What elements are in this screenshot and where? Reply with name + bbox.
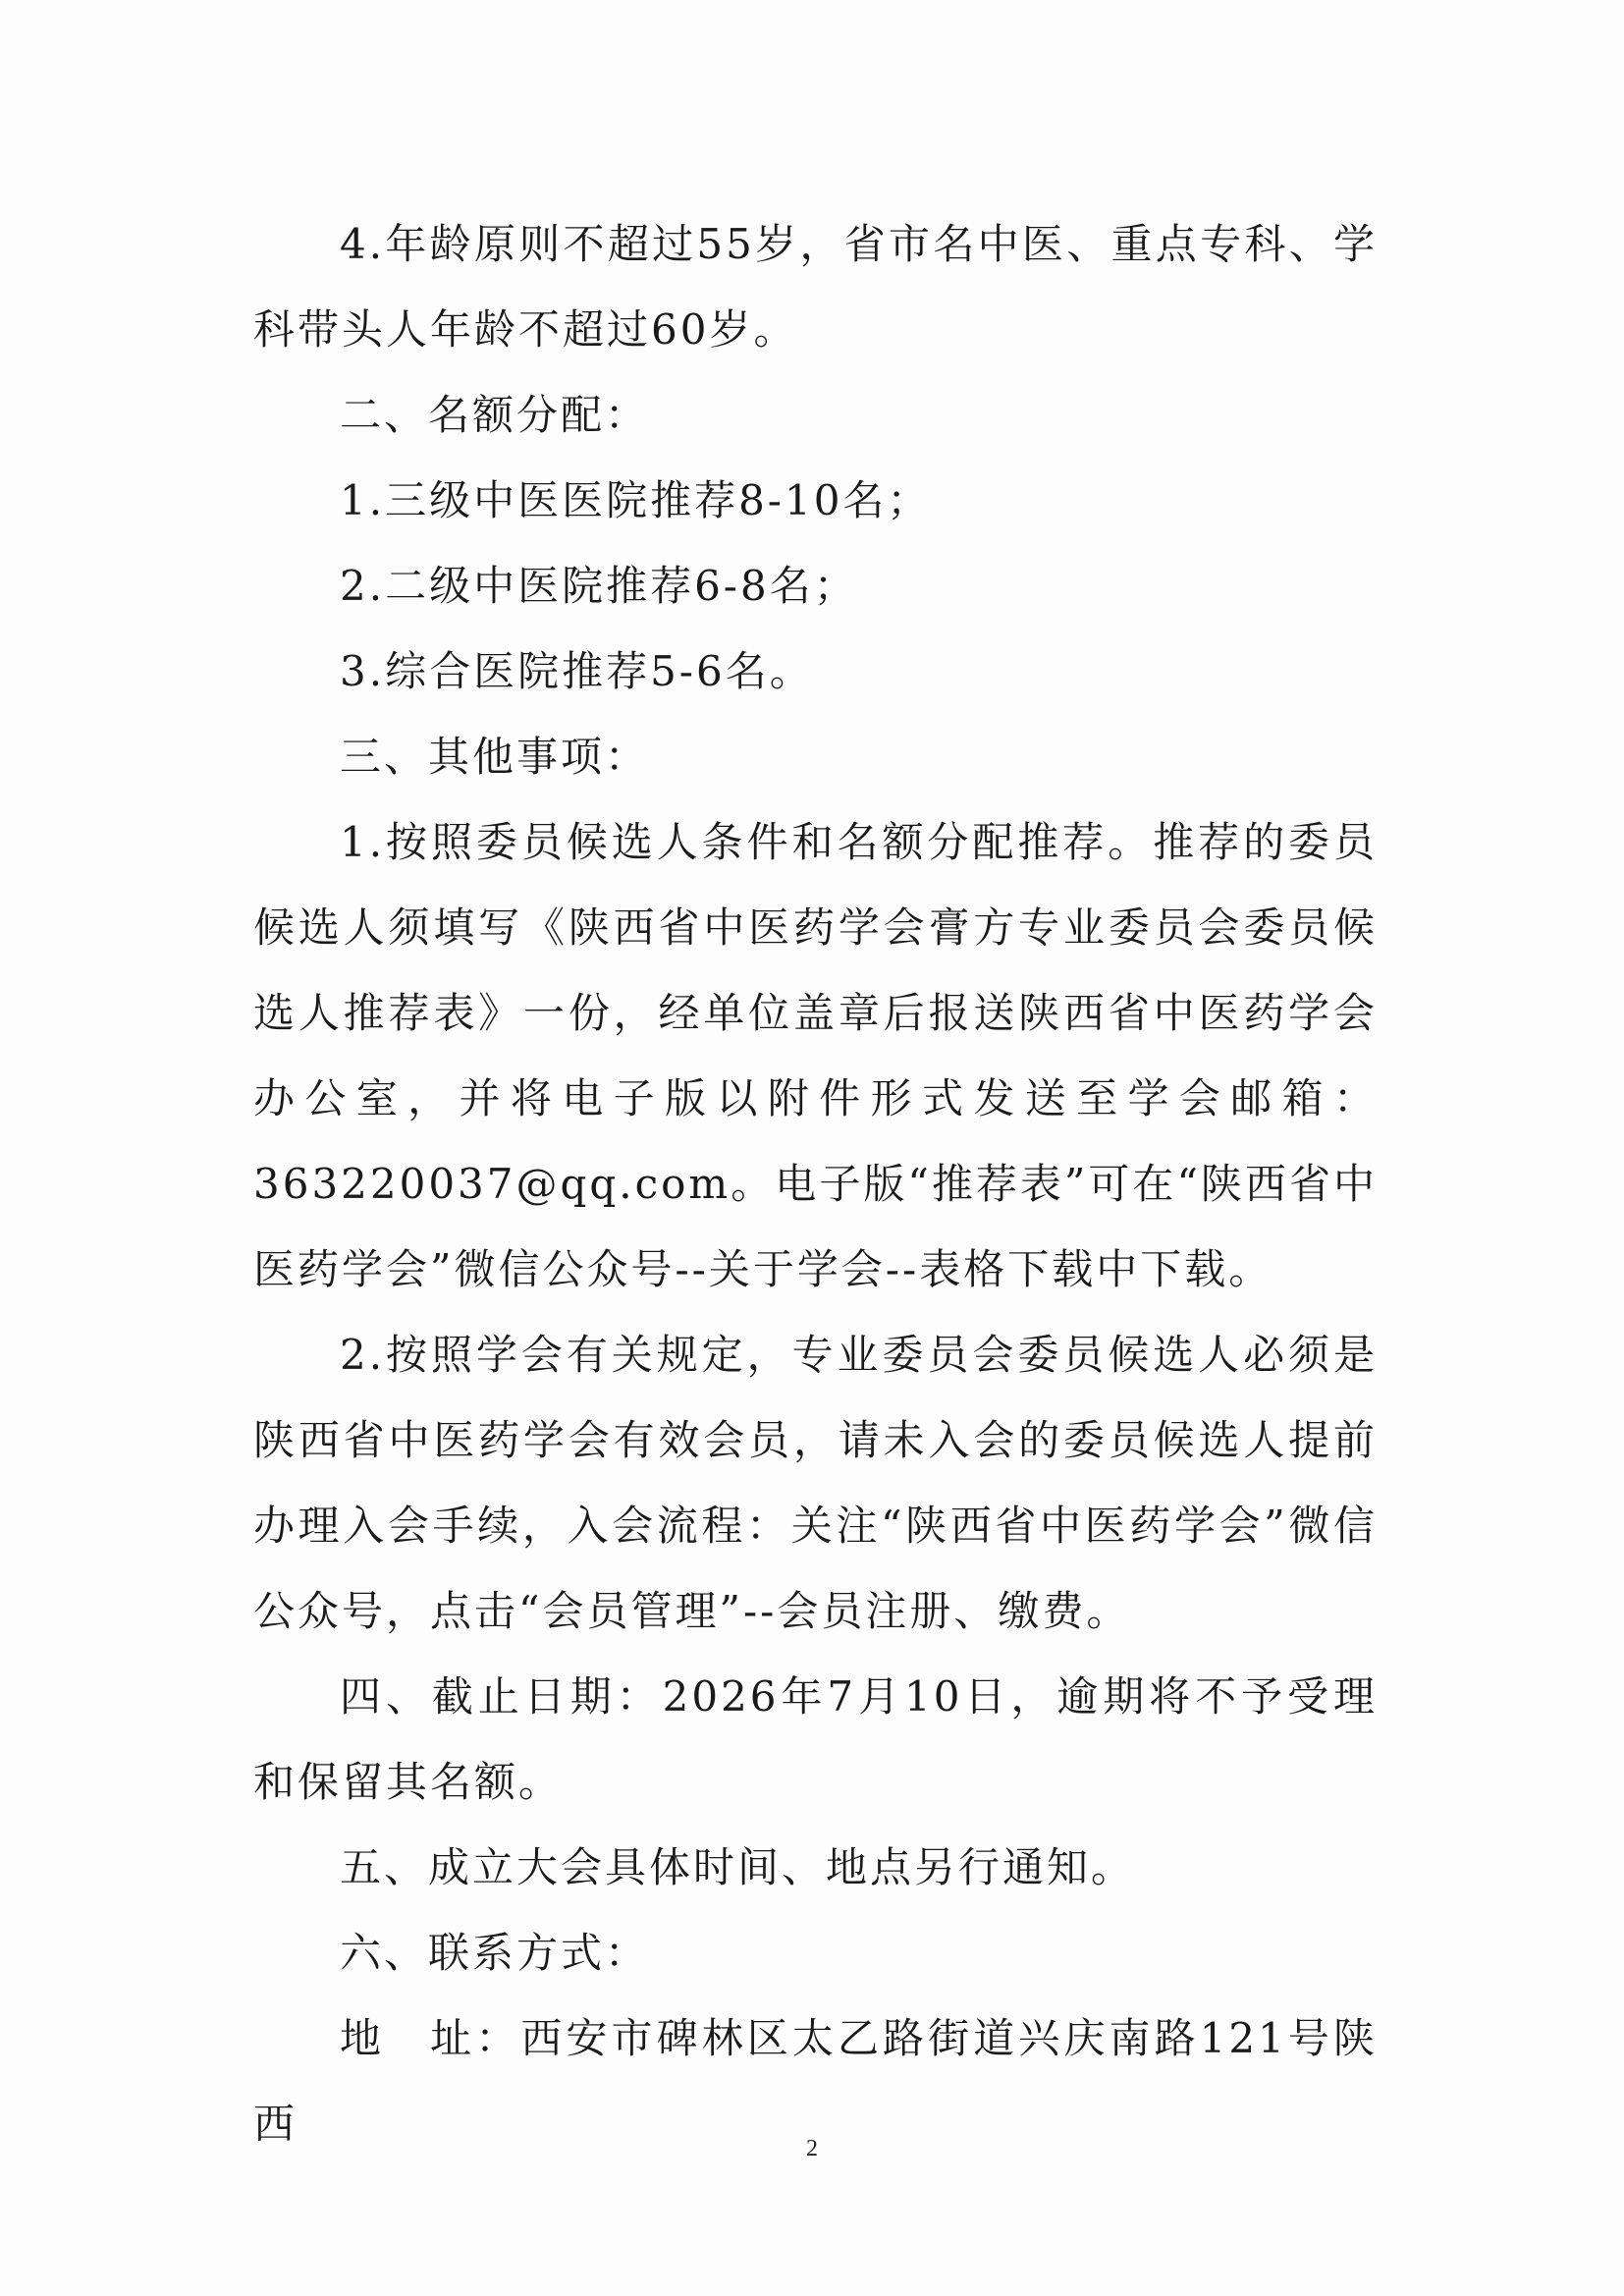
paragraph-age-requirement: 4.年龄原则不超过55岁，省市名中医、重点专科、学科带头人年龄不超过60岁。 [253,220,1378,354]
page-number: 2 [806,2136,818,2161]
paragraph-meeting-notice: 五、成立大会具体时间、地点另行通知。 [340,1843,1136,1891]
paragraph-email-download: 363220037@qq.com。电子版“推荐表”可在“陕西省中医药学会”微信公众号--关于学会--表格下载中下载。 [253,1160,1378,1293]
paragraph-quota-general: 3.综合医院推荐5-6名。 [340,647,814,695]
paragraph-deadline: 四、截止日期：2026年7月10日，逾期将不予受理和保留其名额。 [253,1672,1378,1806]
paragraph-quota-tier3: 1.三级中医医院推荐8-10名； [340,476,932,524]
document-body [253,201,1378,2166]
paragraph-membership: 2.按照学会有关规定，专业委员会委员候选人必须是陕西省中医药学会有效会员，请未入会的委员候选人提前办理入会手续，入会流程：关注“陕西省中医药学会”微信公众号，点击“会员管理”--会员注册、缴费。 [253,1331,1378,1635]
heading-other-matters: 三、其他事项： [340,733,650,781]
paragraph-quota-tier2: 2.二级中医院推荐6-8名； [340,562,858,610]
paragraph-address: 地 址：西安市碑林区太乙路街道兴庆南路121号陕西 [253,2014,1378,2148]
heading-contact: 六、联系方式： [340,1929,650,1977]
paragraph-recommendation-form: 1.按照委员候选人条件和名额分配推荐。推荐的委员候选人须填写《陕西省中医药学会膏方专业委员会委员候选人推荐表》一份，经单位盖章后报送陕西省中医药学会办公室，并将电子版以附件形式发送至学会邮箱： [253,818,1378,1122]
heading-quota-allocation: 二、名额分配： [340,391,650,439]
